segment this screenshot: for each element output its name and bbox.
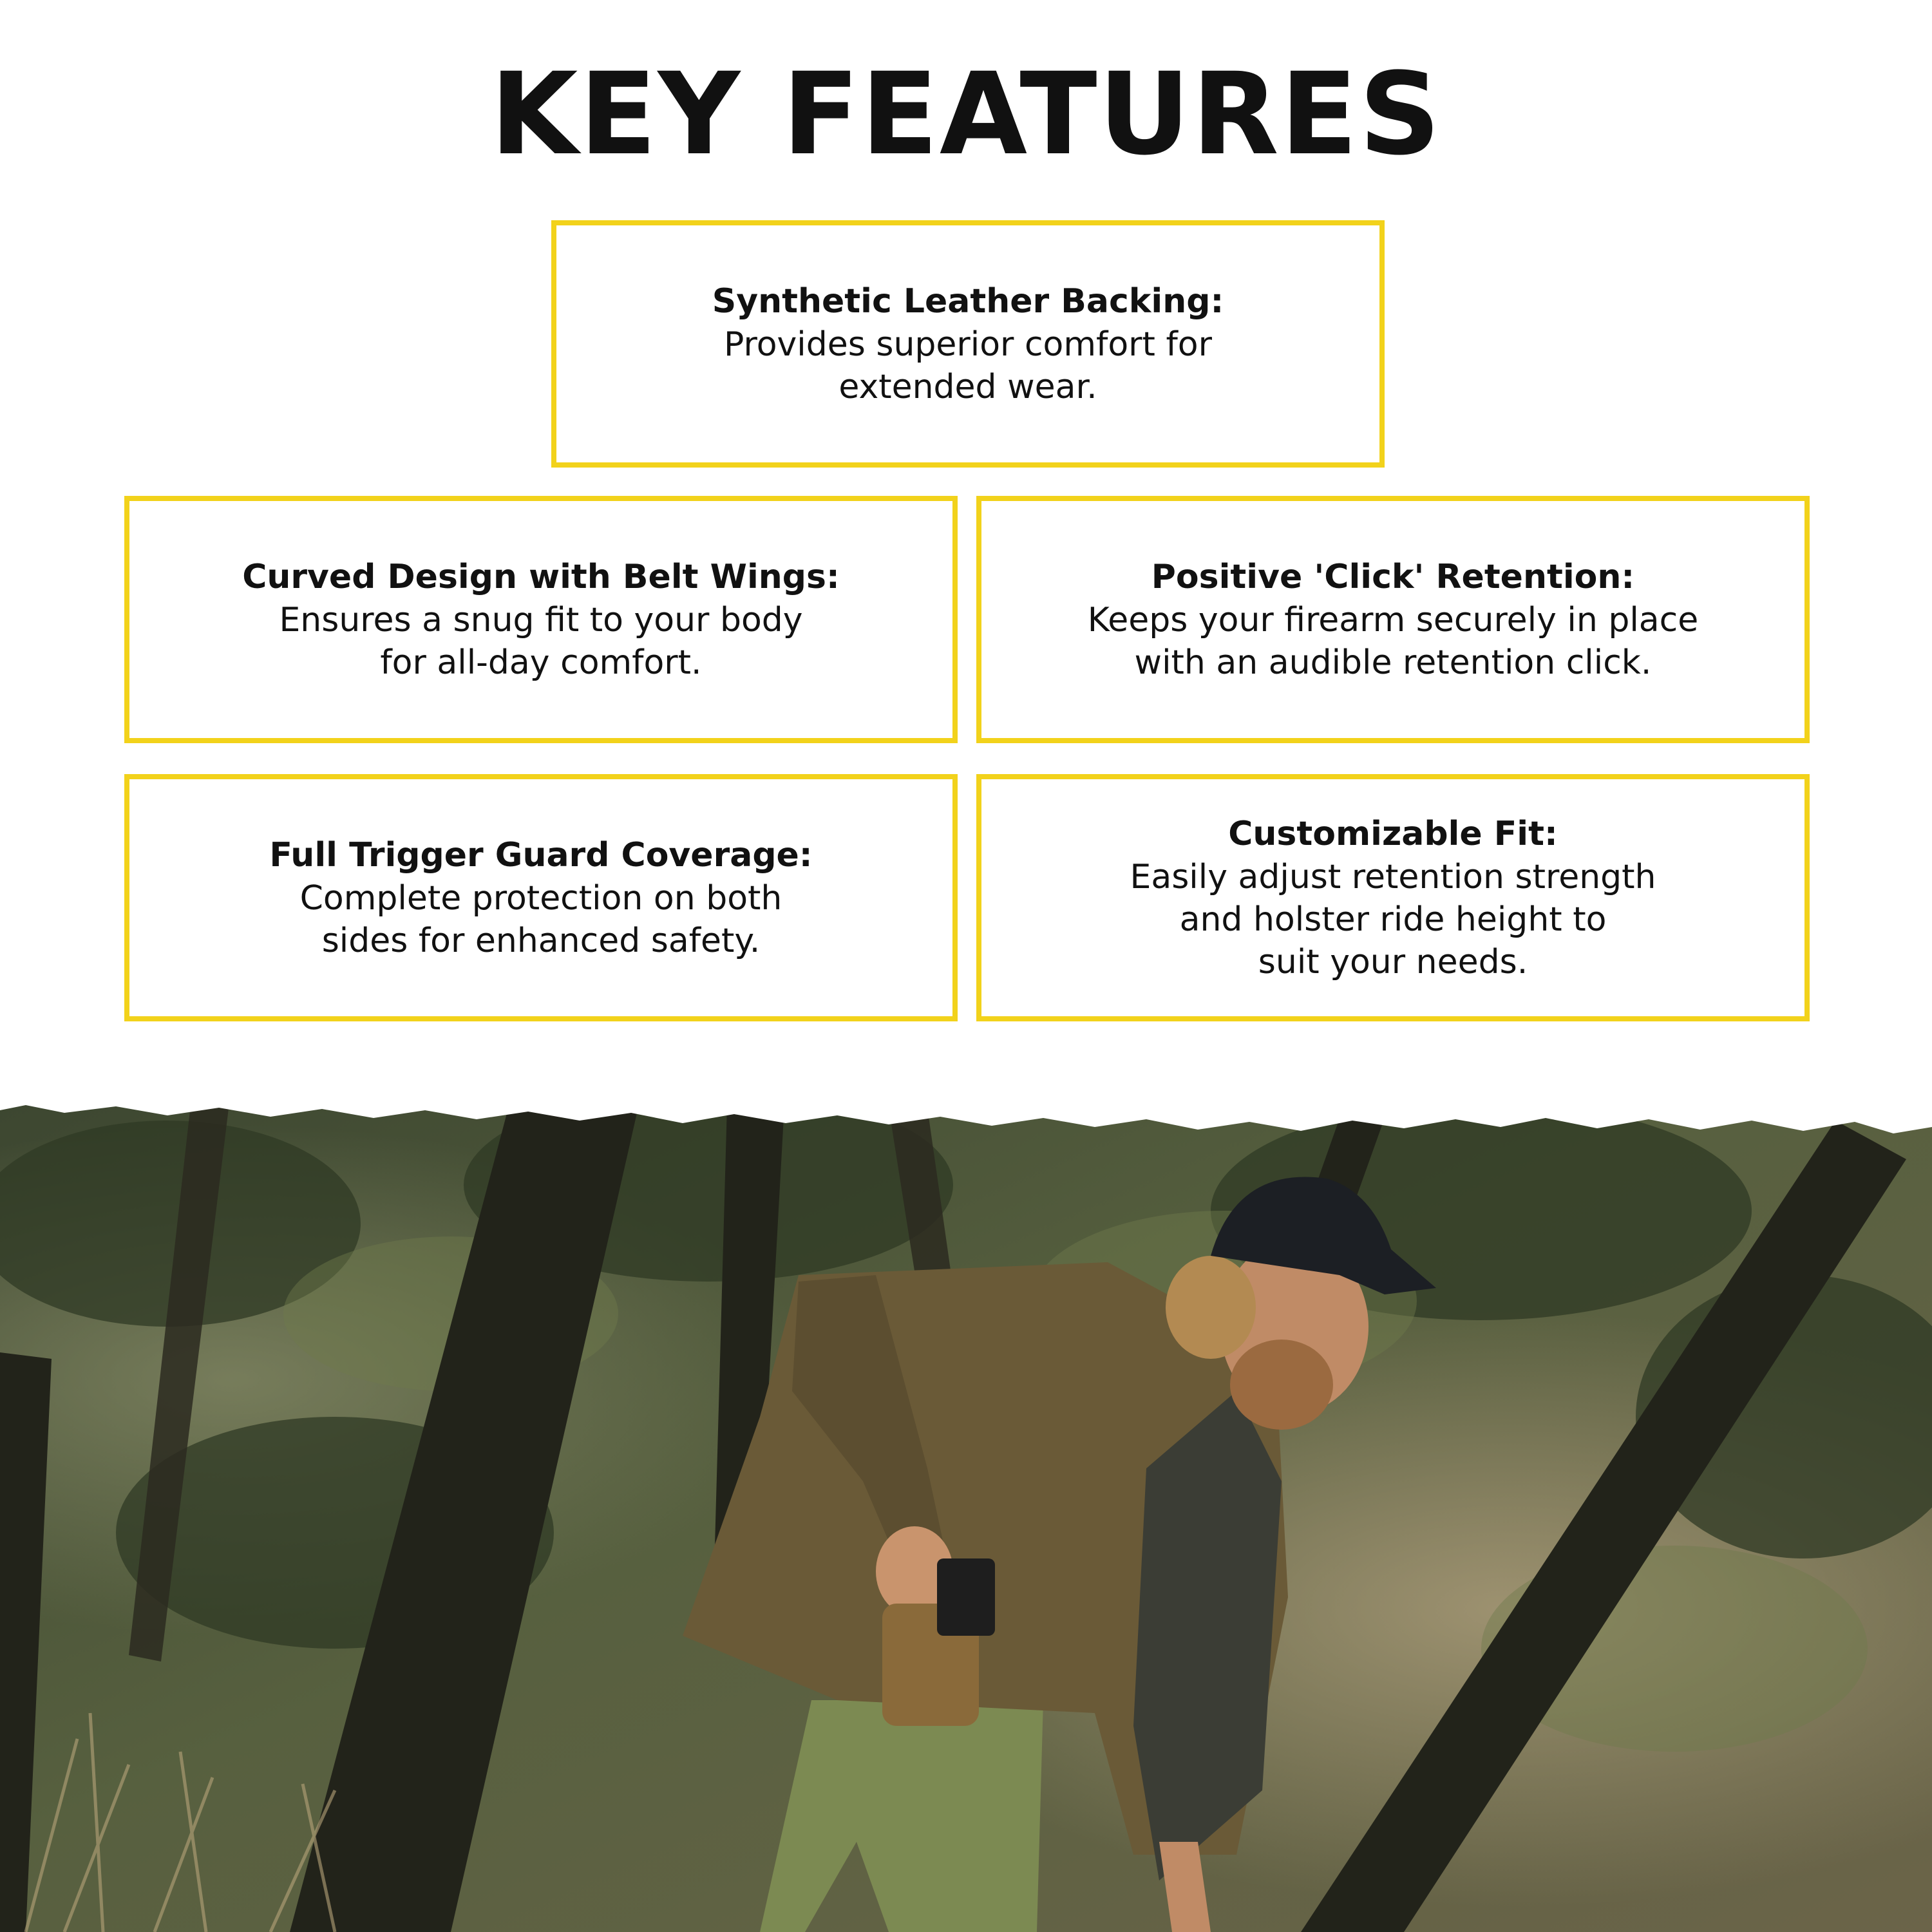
page-title: KEY FEATURES [490, 48, 1442, 180]
feature-card-trigger-guard [124, 774, 958, 1021]
feature-text: Easily adjust retention strength and holster ride height to suit your needs. [1130, 858, 1656, 981]
feature-heading: Customizable Fit: [1228, 815, 1558, 853]
forest-photo [0, 1082, 1932, 1932]
feature-heading: Curved Design with Belt Wings: [242, 558, 840, 596]
feature-text: Provides superior comfort for extended wear. [724, 325, 1212, 406]
feature-heading: Full Trigger Guard Coverage: [269, 836, 813, 875]
feature-text: Keeps your firearm securely in place with an audible retention click. [1087, 601, 1699, 682]
forest-photo-illustration [0, 1082, 1932, 1932]
feature-text: Complete protection on both sides for enhanced safety. [299, 879, 782, 960]
torn-edge [0, 1082, 1932, 1159]
feature-card-synthetic-leather [551, 220, 1385, 468]
feature-card-customizable-fit [976, 774, 1810, 1021]
feature-heading: Positive 'Click' Retention: [1151, 558, 1635, 596]
feature-card-click-retention [976, 496, 1810, 743]
feature-text: Ensures a snug fit to your body for all-day comfort. [279, 601, 803, 682]
feature-heading: Synthetic Leather Backing: [712, 282, 1224, 321]
feature-card-curved-design [124, 496, 958, 743]
